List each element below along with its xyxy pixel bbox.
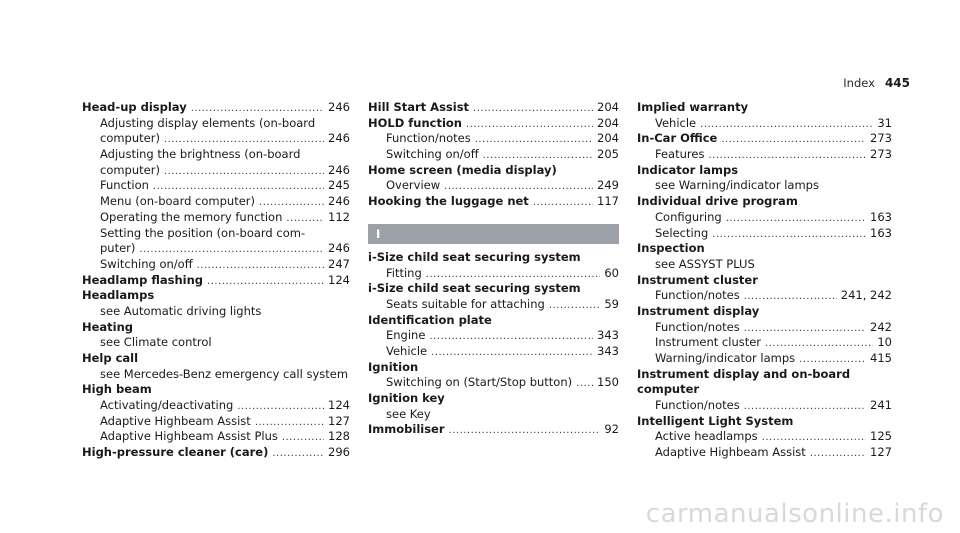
entry-text: Active headlamps <box>655 429 758 444</box>
entry-text: Vehicle <box>655 115 697 130</box>
entry-text: Adjusting the brightness (on-board <box>100 147 301 162</box>
page-reference[interactable]: 246 <box>328 162 350 177</box>
index-subentry[interactable] <box>637 335 892 351</box>
entry-text: see Automatic driving lights <box>100 303 262 318</box>
page-reference[interactable]: 163 <box>870 225 892 240</box>
index-entry <box>368 313 619 329</box>
index-entry <box>368 360 619 376</box>
leader-dots <box>164 164 324 180</box>
index-subentry[interactable] <box>368 297 619 313</box>
index-subentry[interactable] <box>637 320 892 336</box>
entry-text: Adaptive Highbeam Assist <box>655 445 806 460</box>
page-reference[interactable]: 343 <box>597 328 619 343</box>
leader-dots <box>466 117 593 133</box>
page-reference[interactable]: 128 <box>328 429 350 444</box>
index-entry <box>637 100 892 116</box>
leader-dots <box>576 376 593 392</box>
index-subentry[interactable] <box>637 226 892 242</box>
index-subentry <box>637 257 892 273</box>
page-reference[interactable]: 204 <box>597 115 619 130</box>
entry-text: see Climate control <box>100 335 212 350</box>
page-reference[interactable]: 112 <box>328 209 350 224</box>
page-reference[interactable]: 241 <box>870 398 892 413</box>
index-subentry[interactable] <box>637 351 892 367</box>
page-reference[interactable]: 241, 242 <box>840 288 892 303</box>
leader-dots <box>429 329 593 345</box>
leader-dots <box>744 321 866 337</box>
leader-dots <box>444 179 593 195</box>
entry-text: Function/notes <box>655 398 740 413</box>
entry-text: Selecting <box>655 225 709 240</box>
entry-text: Intelligent Light System <box>637 413 794 428</box>
page-reference[interactable]: 127 <box>870 445 892 460</box>
entry-text: i-Size child seat securing system <box>368 281 581 296</box>
entry-text: Headlamps <box>82 288 155 303</box>
leader-dots <box>282 430 324 446</box>
index-subentry[interactable] <box>82 194 350 210</box>
page-reference[interactable]: 296 <box>328 445 350 460</box>
entry-text: In-Car Office <box>637 131 718 146</box>
entry-text: High beam <box>82 382 152 397</box>
page-reference[interactable]: 204 <box>597 100 619 114</box>
entry-text: see Key <box>386 406 431 421</box>
entry-text: Hooking the luggage net <box>368 194 529 209</box>
index-subentry[interactable] <box>368 344 619 360</box>
index-subentry[interactable] <box>368 328 619 344</box>
leader-dots <box>765 336 873 352</box>
leader-dots <box>255 415 324 431</box>
page-reference[interactable]: 204 <box>597 131 619 146</box>
index-subentry[interactable] <box>368 266 619 282</box>
index-entry <box>368 281 619 297</box>
index-subentry[interactable] <box>368 375 619 391</box>
entry-text: Seats suitable for attaching <box>386 296 545 311</box>
leader-dots <box>259 195 324 211</box>
entry-text: Configuring <box>655 209 722 224</box>
index-subentry[interactable] <box>82 131 350 147</box>
page-reference[interactable]: 246 <box>328 100 350 114</box>
index-entry <box>368 250 619 266</box>
entry-text: Immobiliser <box>368 422 445 437</box>
entry-text: Help call <box>82 351 139 365</box>
leader-dots <box>744 289 837 305</box>
index-column-2 <box>368 100 619 438</box>
index-subentry <box>637 178 892 194</box>
entry-text: Switching on/off <box>386 147 479 162</box>
leader-dots <box>237 399 324 415</box>
entry-text: Vehicle <box>386 343 428 358</box>
entry-text: Individual drive program <box>637 194 798 209</box>
index-column-1 <box>82 100 350 461</box>
entry-text: High-pressure cleaner (care) <box>82 445 269 460</box>
index-subentry[interactable] <box>637 116 892 132</box>
leader-dots <box>712 227 866 243</box>
page-reference[interactable]: 10 <box>877 335 892 350</box>
index-entry[interactable] <box>368 194 619 210</box>
leader-dots <box>449 423 601 439</box>
index-entry <box>368 391 619 407</box>
page-header <box>843 76 910 90</box>
leader-dots <box>153 179 324 195</box>
entry-text: Adaptive Highbeam Assist Plus <box>100 429 278 444</box>
page-reference[interactable]: 205 <box>597 147 619 162</box>
entry-text: Function <box>100 178 149 193</box>
leader-dots <box>799 352 866 368</box>
index-subentry <box>82 147 350 163</box>
entry-text: see Warning/indicator lamps <box>655 178 819 193</box>
entry-text: Identification plate <box>368 312 492 327</box>
leader-dots <box>762 430 866 446</box>
entry-text: i-Size child seat securing system <box>368 249 581 264</box>
index-entry <box>637 273 892 289</box>
entry-text: Instrument cluster <box>637 272 758 287</box>
page-reference[interactable]: 31 <box>877 115 892 130</box>
page-reference[interactable]: 343 <box>597 343 619 358</box>
entry-text: Hill Start Assist <box>368 100 470 114</box>
entry-text: Instrument display <box>637 303 760 318</box>
leader-dots <box>431 345 593 361</box>
page-reference[interactable]: 246 <box>328 194 350 209</box>
leader-dots <box>197 258 324 274</box>
index-entry <box>368 163 619 179</box>
entry-text: computer) <box>100 131 160 146</box>
page-reference[interactable]: 117 <box>597 194 619 209</box>
index-entry <box>82 382 350 398</box>
index-entry <box>82 320 350 336</box>
leader-dots <box>164 132 324 148</box>
entry-text: Function/notes <box>655 319 740 334</box>
page-number: 445 <box>884 76 910 90</box>
index-subentry[interactable] <box>637 288 892 304</box>
entry-text: Headlamp flashing <box>82 272 204 287</box>
leader-dots <box>708 148 866 164</box>
entry-text: see ASSYST PLUS <box>655 256 755 271</box>
index-subentry[interactable] <box>82 429 350 445</box>
index-entry[interactable] <box>82 273 350 289</box>
entry-text: Function/notes <box>655 288 740 303</box>
page-reference[interactable]: 246 <box>328 131 350 146</box>
index-subentry <box>82 304 350 320</box>
leader-dots <box>191 101 324 117</box>
leader-dots <box>473 101 593 117</box>
entry-text: Operating the memory function <box>100 209 283 224</box>
index-entry <box>637 163 892 179</box>
index-column-3 <box>637 100 892 461</box>
index-entry <box>82 288 350 304</box>
page-reference[interactable]: 247 <box>328 256 350 271</box>
entry-text: Adaptive Highbeam Assist <box>100 413 251 428</box>
entry-text: Indicator lamps <box>637 162 739 177</box>
index-subentry[interactable] <box>82 414 350 430</box>
leader-dots <box>726 211 866 227</box>
leader-dots <box>549 298 601 314</box>
index-entry[interactable] <box>368 422 619 438</box>
index-entry[interactable] <box>82 100 350 116</box>
index-subentry[interactable] <box>82 398 350 414</box>
index-entry <box>637 304 892 320</box>
leader-dots <box>700 117 873 133</box>
page-reference[interactable]: 415 <box>870 351 892 365</box>
index-subentry <box>82 116 350 132</box>
leader-dots <box>744 399 866 415</box>
leader-dots <box>272 446 324 462</box>
entry-text: Inspection <box>637 241 705 256</box>
page-reference[interactable]: 125 <box>870 429 892 444</box>
index-subentry[interactable] <box>637 429 892 445</box>
index-subentry[interactable] <box>82 241 350 257</box>
index-subentry[interactable] <box>637 210 892 226</box>
page-reference[interactable]: 124 <box>328 398 350 413</box>
page-reference[interactable]: 163 <box>870 209 892 224</box>
index-subentry[interactable] <box>82 163 350 179</box>
entry-text: Head-up display <box>82 100 187 114</box>
entry-text: Implied warranty <box>637 100 749 114</box>
index-subentry <box>82 367 350 383</box>
page-reference[interactable]: 59 <box>604 296 619 311</box>
leader-dots <box>533 195 593 211</box>
entry-text: Instrument display and on-board <box>637 366 851 381</box>
entry-text: Function/notes <box>386 131 471 146</box>
entry-text: Adjusting display elements (on-board <box>100 115 316 130</box>
index-subentry[interactable] <box>368 131 619 147</box>
entry-text: Switching on (Start/Stop button) <box>386 375 573 390</box>
index-subentry <box>82 335 350 351</box>
entry-text: Home screen (media display) <box>368 162 557 177</box>
page-reference[interactable]: 242 <box>870 319 892 334</box>
page-reference[interactable]: 246 <box>328 241 350 256</box>
index-subentry[interactable] <box>637 398 892 414</box>
index-entry <box>82 351 350 367</box>
index-entry[interactable] <box>637 131 892 147</box>
index-entry <box>637 367 892 383</box>
leader-dots <box>286 211 324 227</box>
entry-text: Engine <box>386 328 426 343</box>
entry-text: Features <box>655 147 705 162</box>
index-subentry[interactable] <box>637 147 892 163</box>
index-entry[interactable] <box>368 116 619 132</box>
entry-text: Switching on/off <box>100 256 193 271</box>
index-subentry <box>82 226 350 242</box>
leader-dots <box>475 132 593 148</box>
index-subentry[interactable] <box>368 178 619 194</box>
leader-dots <box>139 242 324 258</box>
index-subentry[interactable] <box>82 257 350 273</box>
section-label: Index <box>843 76 875 90</box>
page-reference[interactable]: 124 <box>328 272 350 287</box>
index-entry <box>637 194 892 210</box>
index-entry <box>637 382 892 398</box>
letter-section-header: I <box>368 224 619 244</box>
page-reference[interactable]: 245 <box>328 178 350 193</box>
entry-text: puter) <box>100 241 136 256</box>
index-subentry[interactable] <box>82 210 350 226</box>
index-subentry[interactable] <box>368 147 619 163</box>
leader-dots <box>721 132 866 148</box>
page-reference[interactable]: 249 <box>597 178 619 193</box>
leader-dots <box>483 148 593 164</box>
page-reference[interactable]: 127 <box>328 413 350 428</box>
index-entry <box>637 241 892 257</box>
entry-text: computer) <box>100 162 160 177</box>
leader-dots <box>426 267 601 283</box>
leader-dots <box>810 446 866 462</box>
index-subentry[interactable] <box>82 178 350 194</box>
watermark-text: carmanualsonline.info <box>645 499 944 529</box>
page-reference[interactable]: 273 <box>870 131 892 146</box>
entry-text: computer <box>637 382 700 397</box>
entry-text: see Mercedes-Benz emergency call system <box>100 366 349 381</box>
entry-text: HOLD function <box>368 115 462 130</box>
leader-dots <box>207 274 324 290</box>
page-reference[interactable]: 60 <box>604 265 619 280</box>
entry-text: Activating/deactivating <box>100 398 234 413</box>
index-subentry <box>368 407 619 423</box>
entry-text: Setting the position (on-board com- <box>100 225 306 240</box>
entry-text: Instrument cluster <box>655 335 762 350</box>
page-reference[interactable]: 92 <box>604 422 619 437</box>
entry-text: Menu (on-board computer) <box>100 194 256 209</box>
entry-text: Fitting <box>386 265 422 280</box>
entry-text: Ignition <box>368 359 419 374</box>
index-subentry[interactable] <box>637 445 892 461</box>
index-entry[interactable] <box>368 100 619 116</box>
entry-text: Overview <box>386 178 441 193</box>
page-reference[interactable]: 273 <box>870 147 892 162</box>
index-entry[interactable] <box>82 445 350 461</box>
entry-text: Ignition key <box>368 391 445 405</box>
entry-text: Heating <box>82 319 134 334</box>
page-reference[interactable]: 150 <box>597 375 619 390</box>
index-entry <box>637 414 892 430</box>
entry-text: Warning/indicator lamps <box>655 351 796 365</box>
